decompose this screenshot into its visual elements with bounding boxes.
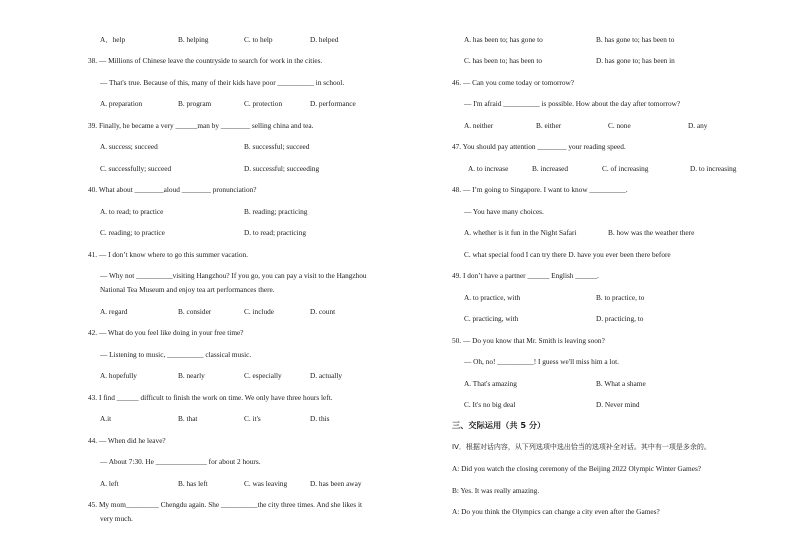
answer-option: A. has been to; has gone to bbox=[464, 35, 543, 44]
answer-option: C. none bbox=[608, 121, 631, 130]
question-text: — Why not __________visiting Hangzhou? If you go, you can pay a visit to the Hangzhou bbox=[100, 271, 367, 280]
answer-option: B. What a shame bbox=[596, 379, 646, 388]
question-text: 42. — What do you feel like doing in your free time? bbox=[88, 328, 244, 337]
answer-option: D. any bbox=[688, 121, 708, 130]
question-text: — About 7:30. He ______________ for about 2 hours. bbox=[100, 457, 261, 466]
answer-option: D. actually bbox=[310, 371, 343, 380]
answer-option: C. to help bbox=[244, 35, 273, 44]
question-text: 44. — When did he leave? bbox=[88, 436, 166, 445]
question-text: — Listening to music, __________ classical music. bbox=[100, 350, 252, 359]
answer-option: B. successful; succeed bbox=[244, 142, 310, 151]
answer-option: B. has gone to; has been to bbox=[596, 35, 675, 44]
answer-option: D. this bbox=[310, 414, 330, 423]
question-text: B: Yes. It was really amazing. bbox=[452, 486, 540, 495]
answer-option: C. It's no big deal bbox=[464, 400, 516, 409]
answer-option: C. reading; to practice bbox=[100, 228, 165, 237]
answer-option: A. to read; to practice bbox=[100, 207, 164, 216]
answer-option: B. reading; practicing bbox=[244, 207, 308, 216]
section-heading: 三、交际运用（共 5 分） bbox=[452, 420, 546, 430]
question-text: A: Did you watch the closing ceremony of the Beijing 2022 Olympic Winter Games? bbox=[452, 464, 702, 473]
answer-option: B. to practice, to bbox=[596, 293, 645, 302]
answer-option: C. it's bbox=[244, 414, 261, 423]
answer-option: A. whether is it fun in the Night Safari bbox=[464, 228, 577, 237]
answer-option: B. nearly bbox=[178, 371, 205, 380]
question-text: National Tea Museum and enjoy tea art performances there. bbox=[100, 285, 275, 294]
answer-option: A．help bbox=[100, 35, 126, 44]
answer-option: A. preparation bbox=[100, 99, 143, 108]
answer-option: C. was leaving bbox=[244, 479, 288, 488]
question-text: — You have many choices. bbox=[464, 207, 544, 216]
answer-option: D. successful; succeeding bbox=[244, 164, 320, 173]
answer-option: C. successfully; succeed bbox=[100, 164, 172, 173]
question-text: 39. Finally, he became a very ______man by ________ selling china and tea. bbox=[88, 121, 314, 130]
left-column bbox=[88, 0, 378, 560]
answer-option: A. to practice, with bbox=[464, 293, 521, 302]
answer-option: D. to increasing bbox=[690, 164, 737, 173]
question-text: 40. What about ________aloud ________ pronunciation? bbox=[88, 185, 257, 194]
answer-option: D. count bbox=[310, 307, 336, 316]
answer-option: B. helping bbox=[178, 35, 209, 44]
answer-option: B. program bbox=[178, 99, 212, 108]
answer-option: C. especially bbox=[244, 371, 282, 380]
question-text: C. what special food I can try there D. have you ever been there before bbox=[464, 250, 671, 259]
question-text: — That's true. Because of this, many of their kids have poor __________ in school. bbox=[100, 78, 345, 87]
answer-option: A. neither bbox=[464, 121, 494, 130]
answer-option: B. consider bbox=[178, 307, 212, 316]
answer-option: D. has gone to; has been in bbox=[596, 56, 675, 65]
answer-option: C. has been to; has been to bbox=[464, 56, 543, 65]
answer-option: D. Never mind bbox=[596, 400, 640, 409]
answer-option: B. either bbox=[536, 121, 562, 130]
question-text: very much. bbox=[100, 514, 133, 523]
question-text: 43. I find ______ difficult to finish the work on time. We only have three hours left. bbox=[88, 393, 333, 402]
answer-option: A. success; succeed bbox=[100, 142, 158, 151]
answer-option: C. protection bbox=[244, 99, 283, 108]
answer-option: B. increased bbox=[532, 164, 569, 173]
question-text: 41. — I don’t know where to go this summer vacation. bbox=[88, 250, 248, 259]
question-text: A: Do you think the Olympics can change a city even after the Games? bbox=[452, 507, 660, 516]
answer-option: B. that bbox=[178, 414, 198, 423]
question-text: 49. I don’t have a partner ______ English ______. bbox=[452, 271, 599, 280]
answer-option: D. has been away bbox=[310, 479, 362, 488]
question-text: 46. — Can you come today or tomorrow? bbox=[452, 78, 574, 87]
answer-option: D. to read; practicing bbox=[244, 228, 306, 237]
answer-option: A.it bbox=[100, 414, 112, 423]
question-text: — Oh, no! __________! I guess we'll miss him a lot. bbox=[464, 357, 619, 366]
question-text: 38. — Millions of Chinese leave the countryside to search for work in the cities. bbox=[88, 56, 323, 65]
answer-option: C. of increasing bbox=[602, 164, 649, 173]
question-text: 45. My mom_________ Chengdu again. She __________the city three times. And she likes it bbox=[88, 500, 363, 509]
question-text: — I'm afraid __________ is possible. How about the day after tomorrow? bbox=[464, 99, 681, 108]
question-text: 50. — Do you know that Mr. Smith is leaving soon? bbox=[452, 336, 605, 345]
answer-option: D. practicing, to bbox=[596, 314, 644, 323]
right-column bbox=[452, 0, 752, 560]
answer-option: A. That's amazing bbox=[464, 379, 517, 388]
answer-option: D. helped bbox=[310, 35, 339, 44]
question-text: 48. — I’m going to Singapore. I want to know __________. bbox=[452, 185, 628, 194]
question-text: 47. You should pay attention ________ your reading speed. bbox=[452, 142, 626, 151]
answer-option: B. has left bbox=[178, 479, 208, 488]
answer-option: C. include bbox=[244, 307, 274, 316]
answer-option: A. hopefully bbox=[100, 371, 137, 380]
answer-option: D. performance bbox=[310, 99, 356, 108]
instruction-text: IV．根据对话内容，从下列选项中选出恰当的选项补全对话。其中有一项是多余的。 bbox=[452, 443, 711, 451]
answer-option: C. practicing, with bbox=[464, 314, 519, 323]
answer-option: A. regard bbox=[100, 307, 128, 316]
answer-option: B. how was the weather there bbox=[608, 228, 695, 237]
answer-option: A. left bbox=[100, 479, 119, 488]
answer-option: A. to increase bbox=[468, 164, 509, 173]
